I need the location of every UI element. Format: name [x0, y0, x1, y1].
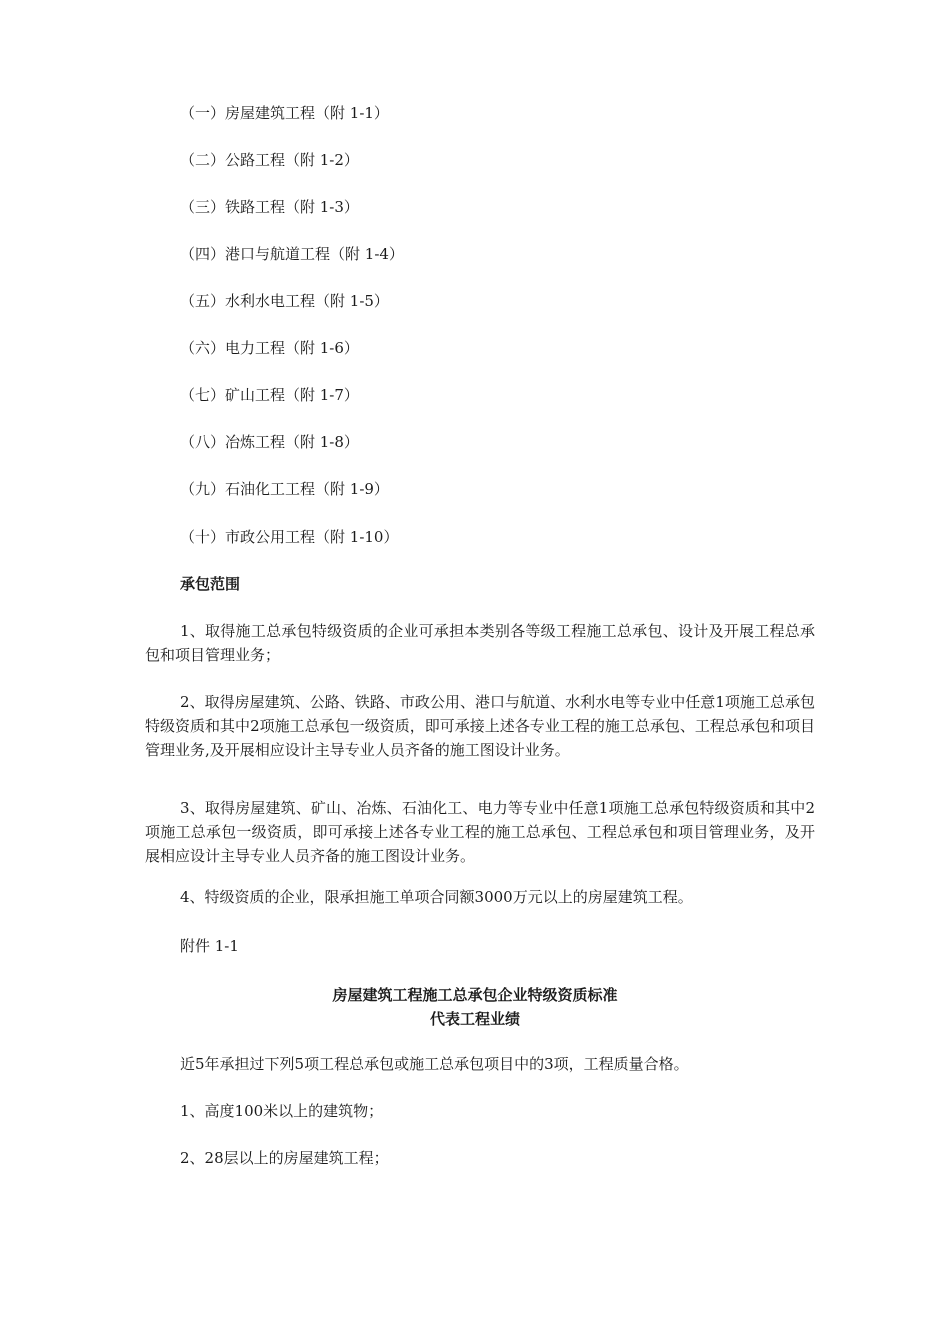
attachment-title: 房屋建筑工程施工总承包企业特级资质标准: [332, 986, 618, 1004]
category-item: （七）矿山工程（附 1-7）: [180, 386, 359, 404]
attachment-label: 附件 1-1: [180, 937, 239, 955]
category-item: （四）港口与航道工程（附 1-4）: [180, 245, 404, 263]
attachment-item: 2、28层以上的房屋建筑工程；: [180, 1149, 389, 1167]
category-item: （十）市政公用工程（附 1-10）: [180, 528, 399, 546]
attachment-intro: 近5年承担过下列5项工程总承包或施工总承包项目中的3项，工程质量合格。: [180, 1055, 689, 1073]
scope-paragraph: 1、取得施工总承包特级资质的企业可承担本类别各等级工程施工总承包、设计及开展工程总承包和项目管理业务；: [145, 622, 815, 664]
category-item: （五）水利水电工程（附 1-5）: [180, 292, 389, 310]
scope-paragraph: 3、取得房屋建筑、矿山、冶炼、石油化工、电力等专业中任意1项施工总承包特级资质和其中2项施工总承包一级资质，即可承接上述各专业工程的施工总承包、工程总承包和项目管理业务，及开展相应设计主导专业人员齐备的施工图设计业务。: [145, 799, 815, 865]
attachment-subtitle: 代表工程业绩: [429, 1010, 520, 1028]
category-item: （六）电力工程（附 1-6）: [180, 339, 359, 357]
category-item: （三）铁路工程（附 1-3）: [180, 198, 359, 216]
category-item: （二）公路工程（附 1-2）: [180, 151, 359, 169]
category-item: （一）房屋建筑工程（附 1-1）: [180, 104, 389, 122]
category-item: （八）冶炼工程（附 1-8）: [180, 433, 359, 451]
attachment-item: 1、高度100米以上的建筑物；: [180, 1102, 384, 1120]
category-item: （九）石油化工工程（附 1-9）: [180, 480, 389, 498]
scope-paragraph: 2、取得房屋建筑、公路、铁路、市政公用、港口与航道、水利水电等专业中任意1项施工总承包特级资质和其中2项施工总承包一级资质，即可承接上述各专业工程的施工总承包、工程总承包和项目管理业务,及开展相应设计主导专业人员齐备的施工图设计业务。: [145, 693, 815, 759]
scope-heading: 承包范围: [180, 575, 241, 593]
scope-paragraph: 4、特级资质的企业，限承担施工单项合同额3000万元以上的房屋建筑工程。: [180, 888, 693, 906]
